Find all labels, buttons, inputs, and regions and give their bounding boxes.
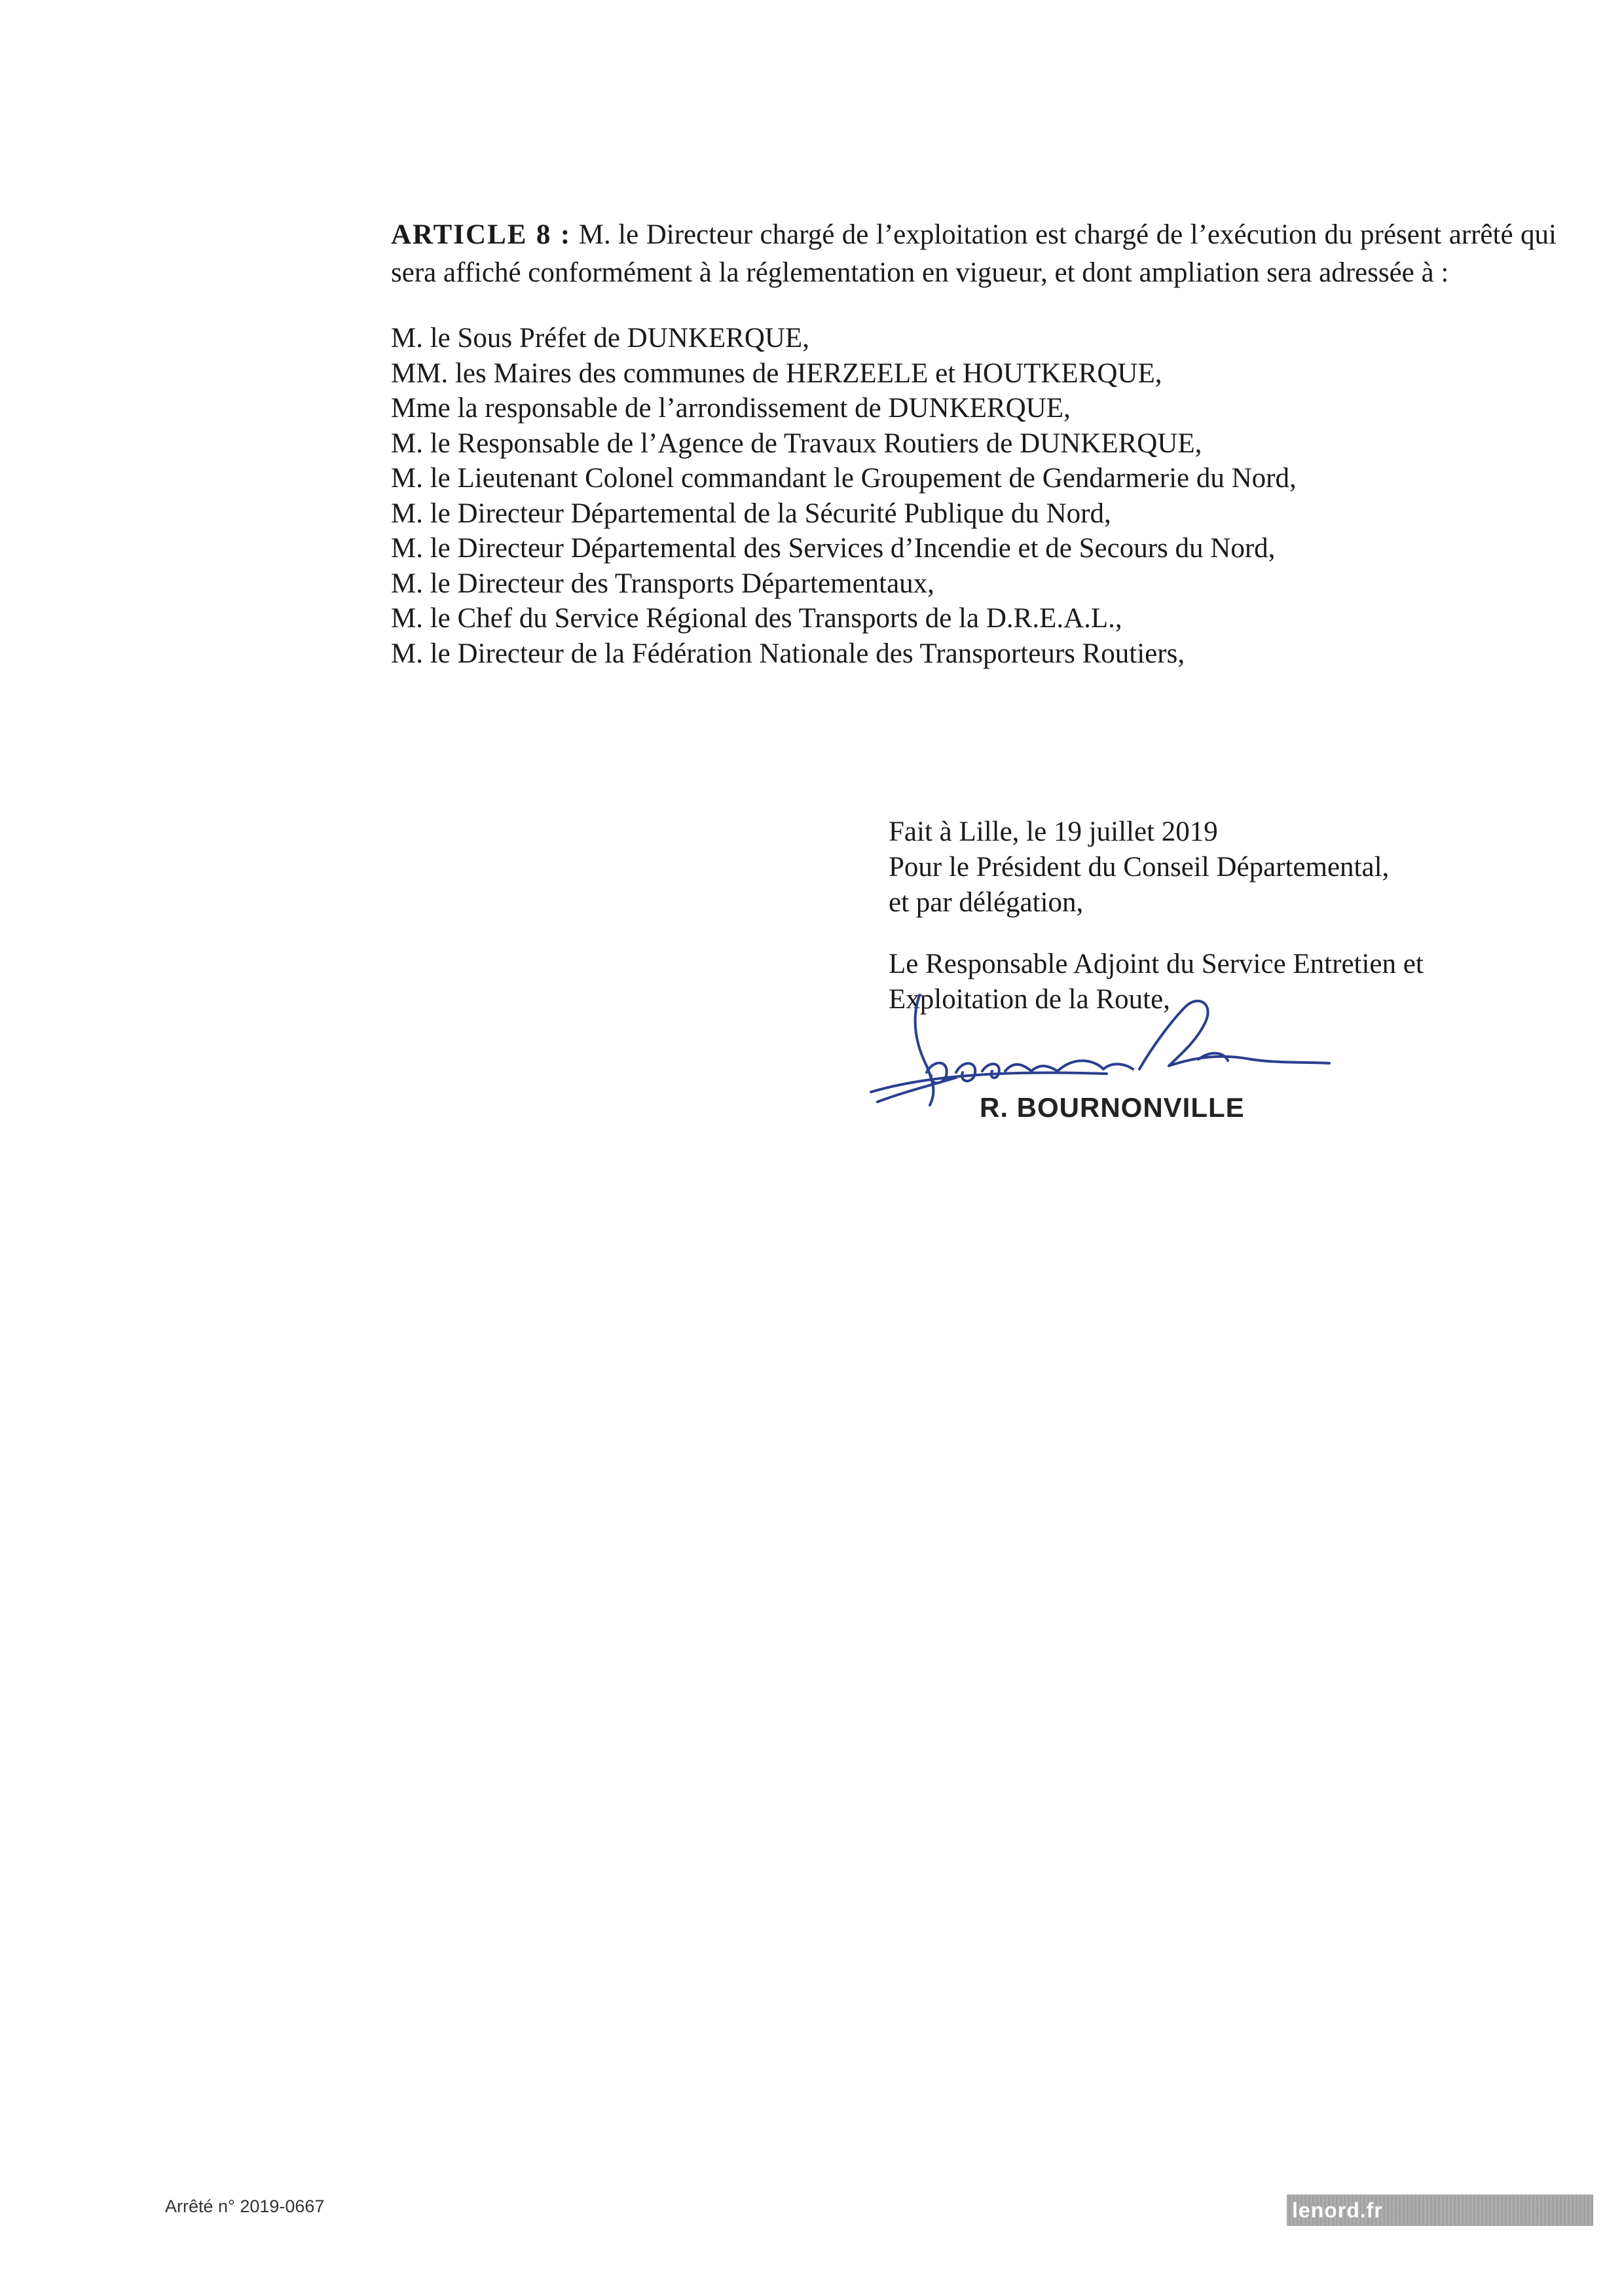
recipient-item: M. le Lieutenant Colonel commandant le Groupement de Gendarmerie du Nord,	[391, 463, 1297, 494]
article-text: M. le Directeur chargé de l’exploitation est chargé de l’exécution du présent arrêté qui sera affiché conformément à la réglementation en vigueur, et dont ampliation sera adressée à :	[391, 219, 1557, 288]
recipient-item: M. le Chef du Service Régional des Transports de la D.R.E.A.L.,	[391, 603, 1122, 634]
recipient-item: M. le Sous Préfet de DUNKERQUE,	[391, 323, 809, 354]
recipient-item: M. le Directeur des Transports Départementaux,	[391, 568, 934, 599]
signatory-name: R. BOURNONVILLE	[980, 1092, 1245, 1123]
decree-reference: Arrêté n° 2019-0667	[165, 2196, 325, 2216]
role-line-1: Le Responsable Adjoint du Service Entretien et	[889, 949, 1424, 979]
recipient-item: M. le Directeur de la Fédération Nationale des Transporteurs Routiers,	[391, 638, 1185, 669]
recipient-item: MM. les Maires des communes de HERZEELE et HOUTKERQUE,	[391, 357, 1162, 389]
role-line-2: Exploitation de la Route,	[889, 984, 1170, 1015]
place-date: Fait à Lille, le 19 juillet 2019	[889, 816, 1218, 847]
on-behalf-line: Pour le Président du Conseil Départemental,	[889, 852, 1390, 883]
article-number: ARTICLE 8 :	[391, 219, 572, 250]
logo-text: lenord.fr	[1292, 2198, 1383, 2222]
lenord-logo	[1287, 2195, 1593, 2226]
spacer	[889, 920, 1424, 947]
recipient-item: M. le Directeur Départemental de la Sécurité Publique du Nord,	[391, 498, 1111, 529]
article-8-paragraph	[391, 216, 1557, 292]
recipient-item: M. le Responsable de l’Agence de Travaux Routiers de DUNKERQUE,	[391, 428, 1202, 459]
recipient-item: Mme la responsable de l’arrondissement de DUNKERQUE,	[391, 393, 1071, 424]
recipient-list	[391, 321, 1297, 671]
recipient-item: M. le Directeur Départemental des Services d’Incendie et de Secours du Nord,	[391, 533, 1276, 564]
signature-block	[889, 814, 1424, 1017]
delegation-line: et par délégation,	[889, 887, 1084, 918]
